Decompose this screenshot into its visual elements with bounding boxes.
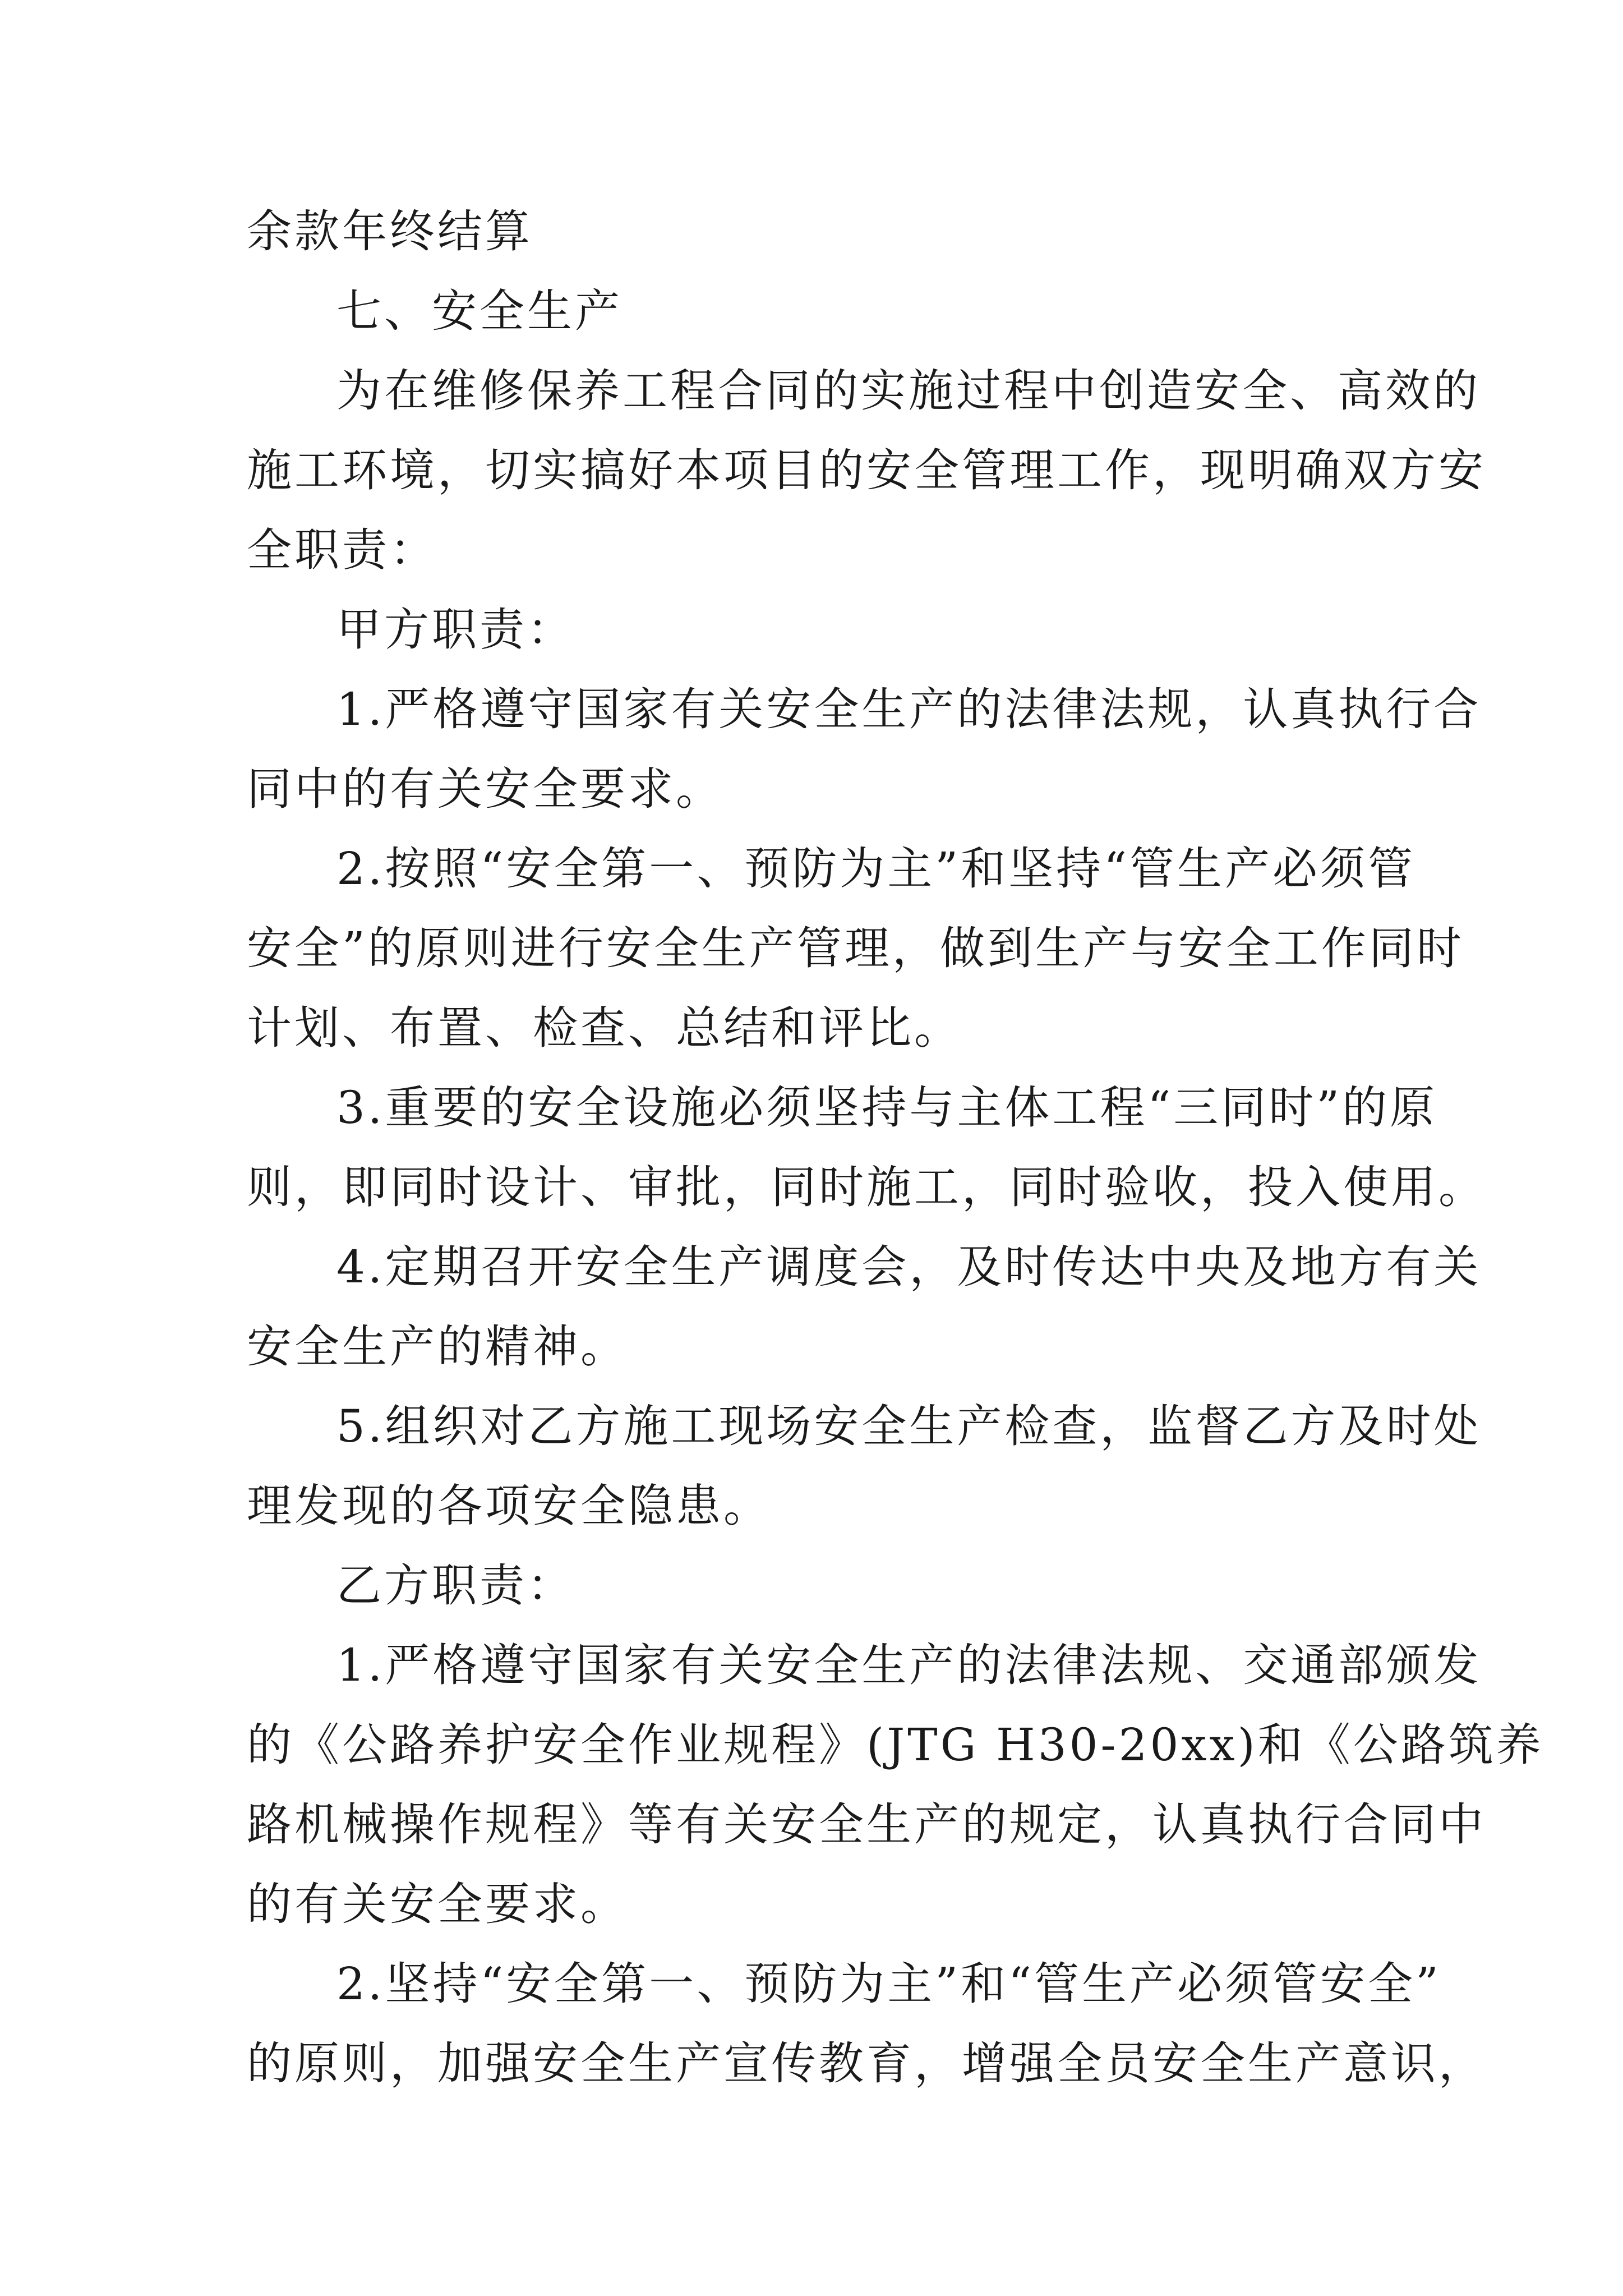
text-line: 4.定期召开安全生产调度会，及时传达中央及地方有关 bbox=[336, 1241, 1482, 1293]
section-heading: 七、安全生产 bbox=[336, 285, 623, 337]
text-line: 路机械操作规程》等有关安全生产的规定，认真执行合同中 bbox=[247, 1798, 1486, 1851]
text-line: 3.重要的安全设施必须坚持与主体工程“三同时”的原 bbox=[336, 1082, 1438, 1134]
text-line: 的原则，加强安全生产宣传教育，增强全员安全生产意识， bbox=[247, 2037, 1486, 2090]
text-line: 1.严格遵守国家有关安全生产的法律法规，认真执行合 bbox=[336, 683, 1482, 735]
text-line: 理发现的各项安全隐患。 bbox=[247, 1480, 771, 1532]
text-line: 全职责： bbox=[247, 524, 437, 576]
text-line: 1.严格遵守国家有关安全生产的法律法规、交通部颁发 bbox=[336, 1639, 1482, 1691]
text-line: 为在维修保养工程合同的实施过程中创造安全、高效的 bbox=[336, 365, 1481, 417]
text-line: 2.坚持“安全第一、预防为主”和“管生产必须管安全” bbox=[336, 1958, 1441, 2010]
text-line: 的《公路养护安全作业规程》(JTG H30-20xx)和《公路筑养 bbox=[247, 1719, 1544, 1771]
text-line: 余款年终结算 bbox=[247, 205, 533, 257]
subsection-heading: 乙方职责： bbox=[336, 1559, 575, 1612]
text-line: 安全”的原则进行安全生产管理，做到生产与安全工作同时 bbox=[247, 922, 1464, 974]
text-line: 5.组织对乙方施工现场安全生产检查，监督乙方及时处 bbox=[336, 1400, 1482, 1452]
document-body bbox=[247, 192, 1544, 2104]
subsection-heading: 甲方职责： bbox=[336, 604, 575, 656]
text-line: 2.按照“安全第一、预防为主”和坚持“管生产必须管 bbox=[336, 843, 1416, 895]
text-line: 计划、布置、检查、总结和评比。 bbox=[247, 1002, 962, 1054]
text-line: 的有关安全要求。 bbox=[247, 1878, 628, 1930]
text-line: 则，即同时设计、审批，同时施工，同时验收，投入使用。 bbox=[247, 1161, 1486, 1213]
text-line: 安全生产的精神。 bbox=[247, 1320, 628, 1373]
text-line: 同中的有关安全要求。 bbox=[247, 763, 723, 815]
text-line: 施工环境，切实搞好本项目的安全管理工作，现明确双方安 bbox=[247, 444, 1486, 496]
